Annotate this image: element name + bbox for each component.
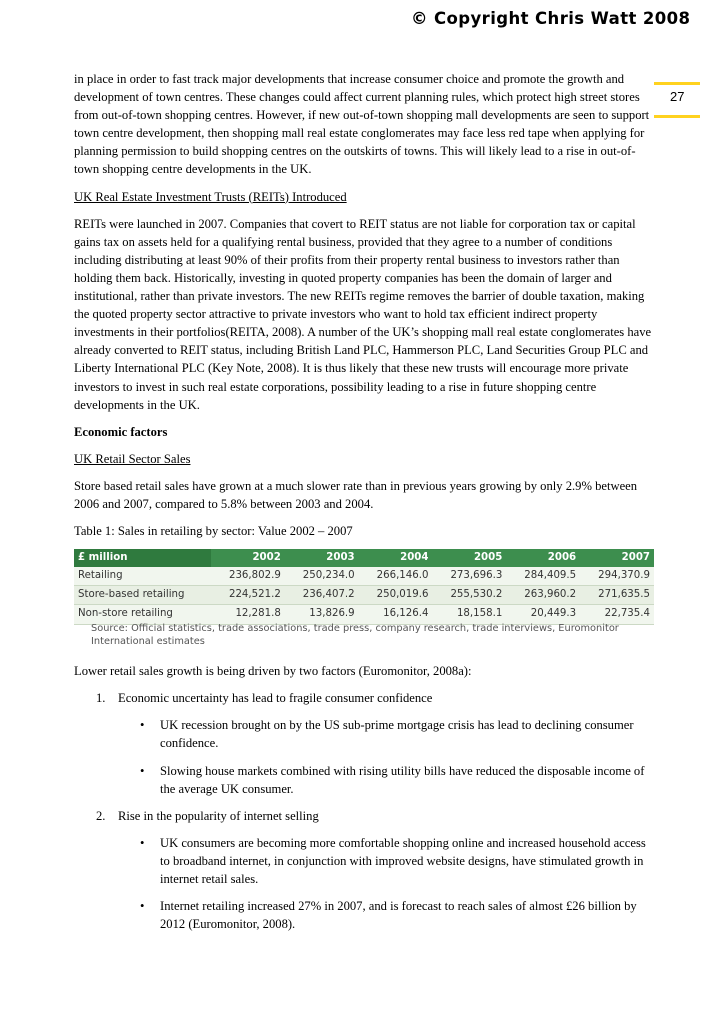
table-cell: 250,019.6 — [359, 586, 433, 605]
paragraph-retail-sales: Store based retail sales have grown at a much slower rate than in previous years growing by only 2.9% between 2006 and 2007, compared to 5.8% between 2003 and 2004. — [74, 478, 638, 511]
table-cell: Store-based retailing — [74, 586, 211, 605]
paragraph-reits: REITs were launched in 2007. Companies that covert to REIT status are not liable for corporation tax or capital gains tax on assets held for a qualifying rental business, provided that they agree to a number of conditions including distributing at least 90% of their profits from their property rental business to investors rather than holding them back. Historically, investing in quoted property companies has been the domain of larger and institutional, rather than private investors. The new REITs regime removes the barrier of double taxation, making the quoted property sector attractive to private investors who want to hold tax efficient indirect property investments in their portfolios(REITA, 2008). A number of the UK’s shopping mall real estate conglomerates have already converted to REIT status, including British Land PLC, Hammerson PLC, Land Securities Group PLC and Liberty International PLC (Key Note, 2008). It is thus likely that these new trusts will encourage more private investors to invest in such real estate corporations, possibility leading to a rise in future shopping centre developments in the UK. — [74, 216, 652, 412]
sales-table — [74, 549, 654, 624]
bullet-text: UK recession brought on by the US sub-prime mortgage crisis has lead to declining consumer confidence. — [160, 718, 634, 751]
factors-list — [74, 689, 658, 933]
document-body — [74, 70, 658, 942]
table-cell: 22,735.4 — [580, 605, 654, 624]
table-cell: 255,530.2 — [432, 586, 506, 605]
bullet-list — [74, 834, 658, 933]
bullet-text: UK consumers are becoming more comfortable shopping online and increased household access to broadband internet, in conjunction with improved website designs, have stimulated growth in internet retail sales. — [160, 835, 646, 886]
list-number: 1. — [96, 691, 106, 706]
table-header-row — [74, 549, 654, 567]
table-header-cell: 2007 — [580, 549, 654, 567]
bullet-text: Slowing house markets combined with rising utility bills have reduced the disposable income of the average UK consumer. — [160, 763, 645, 796]
table-cell: 266,146.0 — [359, 567, 433, 586]
sales-table-figure — [74, 549, 654, 654]
bullet-item — [74, 716, 658, 752]
table-caption: Table 1: Sales in retailing by sector: Value 2002 – 2007 — [74, 524, 353, 539]
bullet-list — [74, 716, 658, 797]
table-cell: 284,409.5 — [506, 567, 580, 586]
table-cell: 20,449.3 — [506, 605, 580, 624]
heading-retail-sales: UK Retail Sector Sales — [74, 451, 191, 466]
table-header-cell: 2002 — [211, 549, 285, 567]
list-number: 2. — [96, 808, 106, 823]
page-number: 27 — [670, 89, 685, 104]
table-cell: Non-store retailing — [74, 605, 211, 624]
bullet-icon: • — [140, 718, 145, 733]
table-cell: 12,281.8 — [211, 605, 285, 624]
table-header-cell: 2004 — [359, 549, 433, 567]
table-cell: 273,696.3 — [432, 567, 506, 586]
table-cell: 236,802.9 — [211, 567, 285, 586]
table-cell: 250,234.0 — [285, 567, 359, 586]
bullet-icon: • — [140, 763, 145, 778]
bullet-item — [74, 762, 658, 798]
table-row — [74, 586, 654, 605]
bullet-text: Internet retailing increased 27% in 2007, and is forecast to reach sales of almost £26 billion by 2012 (Euromonitor, 2008). — [160, 899, 637, 932]
copyright-notice: © Copyright Chris Watt 2008 — [411, 9, 691, 28]
paragraph-lower-growth: Lower retail sales growth is being driven by two factors (Euromonitor, 2008a): — [74, 664, 472, 679]
table-cell: 18,158.1 — [432, 605, 506, 624]
page-number-rule-bottom — [654, 115, 700, 118]
table-cell: 16,126.4 — [359, 605, 433, 624]
table-row — [74, 567, 654, 586]
table-cell: Retailing — [74, 567, 211, 586]
table-header-cell: 2005 — [432, 549, 506, 567]
paragraph-planning: in place in order to fast track major developments that increase consumer choice and promote the growth and development of town centres. These changes could affect current planning rules, which protect high street stores from out-of-town shopping centres. However, if new out-of-town shopping mall developments are seen to support town centre development, then shopping mall real estate conglomerates may face less red tape when applying for planning permission to build shopping centres on the outskirts of towns. This will likely lead to a rise in out-of-town shopping centre developments in the UK. — [74, 72, 650, 177]
bullet-item — [74, 834, 658, 888]
table-cell: 271,635.5 — [580, 586, 654, 605]
list-item-text: Economic uncertainty has lead to fragile consumer confidence — [118, 691, 433, 706]
table-row — [74, 605, 654, 624]
table-cell: 236,407.2 — [285, 586, 359, 605]
table-cell: 224,521.2 — [211, 586, 285, 605]
table-cell: 294,370.9 — [580, 567, 654, 586]
bullet-icon: • — [140, 899, 145, 914]
list-item-text: Rise in the popularity of internet selling — [118, 808, 319, 823]
table-source-note: Source: Official statistics, trade associations, trade press, company research, trade interviews, Euromonitor International estimates — [91, 623, 619, 647]
table-header-cell: £ million — [74, 549, 211, 567]
table-cell: 263,960.2 — [506, 586, 580, 605]
table-header-cell: 2006 — [506, 549, 580, 567]
heading-economic-factors: Economic factors — [74, 424, 168, 439]
table-cell: 13,826.9 — [285, 605, 359, 624]
bullet-item — [74, 897, 658, 933]
heading-reits: UK Real Estate Investment Trusts (REITs) Introduced — [74, 189, 347, 204]
bullet-icon: • — [140, 835, 145, 850]
page-number-rule-top — [654, 82, 700, 85]
list-item — [74, 689, 658, 707]
table-header-cell: 2003 — [285, 549, 359, 567]
list-item — [74, 807, 658, 825]
